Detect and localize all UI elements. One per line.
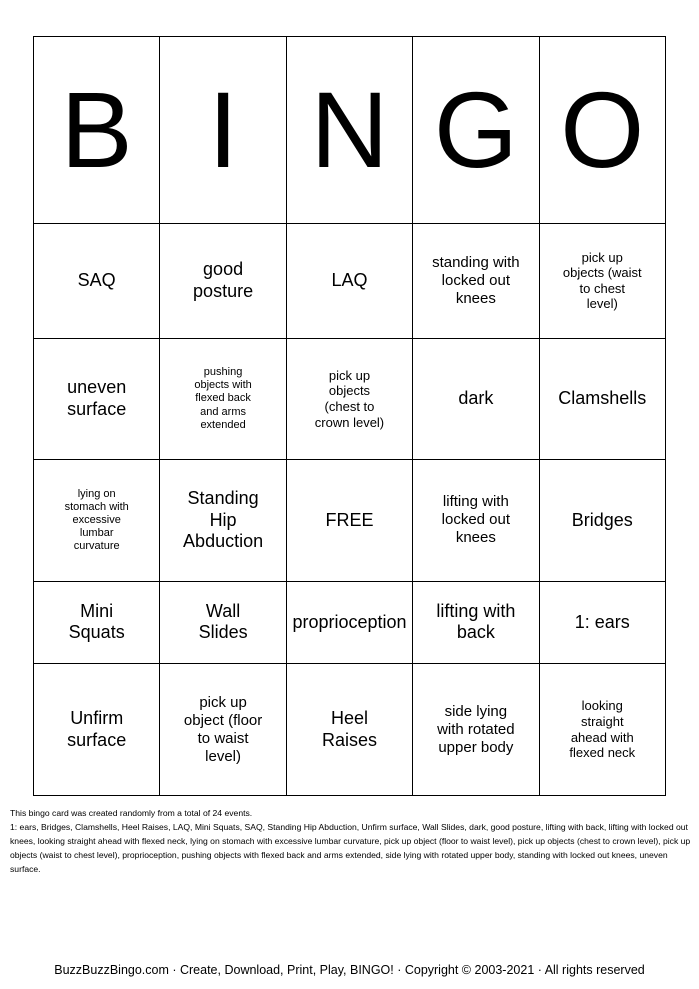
- header-letter-n: N: [286, 37, 412, 224]
- header-letter-o: O: [539, 37, 665, 224]
- bingo-cell-text: Standing Hip Abduction: [183, 488, 264, 552]
- bingo-row: [34, 460, 666, 581]
- bingo-cell: [539, 664, 665, 796]
- header-letter-g: G: [413, 37, 539, 224]
- bingo-cell-text: lifting with back: [436, 600, 516, 643]
- bingo-row: [34, 223, 666, 338]
- bingo-cell-text: good posture: [193, 259, 254, 301]
- bingo-cell-text: lifting with locked out knees: [441, 493, 511, 547]
- header-letter-i: I: [160, 37, 286, 224]
- bingo-cell: [34, 581, 160, 663]
- bingo-cell: [286, 223, 412, 338]
- bingo-cell-text: SAQ: [77, 269, 116, 290]
- bingo-row: [34, 581, 666, 663]
- bingo-cell: [160, 460, 286, 581]
- bingo-cell: [539, 581, 665, 663]
- bingo-cell: [413, 664, 539, 796]
- bingo-cell-text: 1: ears: [574, 611, 630, 632]
- bingo-cell: [286, 338, 412, 459]
- bingo-cell-text: proprioception: [292, 611, 407, 632]
- bingo-cell-text: LAQ: [331, 269, 368, 290]
- bingo-cell: [286, 460, 412, 581]
- bingo-cell: [34, 460, 160, 581]
- bingo-cell-text: FREE: [325, 509, 374, 530]
- bingo-cell: [160, 223, 286, 338]
- bingo-cell: [413, 581, 539, 663]
- bingo-cell-text: Clamshells: [558, 388, 647, 409]
- bingo-cell: [286, 664, 412, 796]
- bingo-cell-text: pick up object (floor to waist level): [183, 693, 263, 765]
- header-letter-b: B: [34, 37, 160, 224]
- site-footer: BuzzBuzzBingo.com · Create, Download, Print, Play, BINGO! · Copyright © 2003-2021 · All rights reserved: [54, 963, 645, 977]
- bingo-cell-text: dark: [458, 388, 494, 409]
- bingo-cell-text: Mini Squats: [68, 600, 125, 643]
- header-row: [34, 37, 666, 224]
- bingo-cell: [286, 581, 412, 663]
- event-list-footnote: [10, 806, 692, 876]
- bingo-cell: [413, 460, 539, 581]
- bingo-cell: [160, 664, 286, 796]
- bingo-cell-text: pick up objects (waist to chest level): [562, 249, 642, 312]
- bingo-cell: [160, 338, 286, 459]
- bingo-cell-text: Wall Slides: [198, 600, 248, 643]
- bingo-cell: [160, 581, 286, 663]
- bingo-cell-text: Unfirm surface: [67, 707, 127, 750]
- bingo-cell-text: uneven surface: [67, 377, 127, 420]
- bingo-cell: [539, 223, 665, 338]
- bingo-cell: [539, 460, 665, 581]
- bingo-cell: [413, 338, 539, 459]
- footnote-event-list: 1: ears, Bridges, Clamshells, Heel Raises, LAQ, Mini Squats, SAQ, Standing Hip Abduction, Unfirm surface, Wall Slides, dark, good posture, lifting with back, lifting with locked out knees, looking straight ahead with flexed neck, lying on stomach with excessive lumbar curvature, pick up object (floor to waist level), pick up objects (chest to crown level), pick up objects (waist to chest level), proprioception, pushing objects with flexed back and arms extended, side lying with rotated upper body, standing with locked out knees, uneven surface.: [10, 822, 691, 874]
- bingo-cell: [34, 223, 160, 338]
- bingo-cell-text: Heel Raises: [321, 707, 377, 750]
- bingo-cell-text: side lying with rotated upper body: [437, 702, 515, 756]
- footnote-intro: This bingo card was created randomly from a total of 24 events.: [10, 808, 253, 818]
- bingo-cell: [34, 664, 160, 796]
- bingo-cell-text: lying on stomach with excessive lumbar curvature: [64, 487, 129, 553]
- bingo-cell-text: Bridges: [571, 509, 633, 530]
- bingo-cell-text: standing with locked out knees: [432, 253, 520, 307]
- bingo-cell-text: pick up objects (chest to crown level): [314, 367, 385, 430]
- bingo-cell: [539, 338, 665, 459]
- bingo-cell-text: looking straight ahead with flexed neck: [569, 698, 636, 761]
- bingo-card-body: [34, 37, 666, 796]
- bingo-row: [34, 664, 666, 796]
- bingo-row: [34, 338, 666, 459]
- bingo-card: [33, 36, 666, 796]
- bingo-cell: [413, 223, 539, 338]
- bingo-cell: [34, 338, 160, 459]
- bingo-cell-text: pushing objects with flexed back and arms extended: [194, 366, 252, 431]
